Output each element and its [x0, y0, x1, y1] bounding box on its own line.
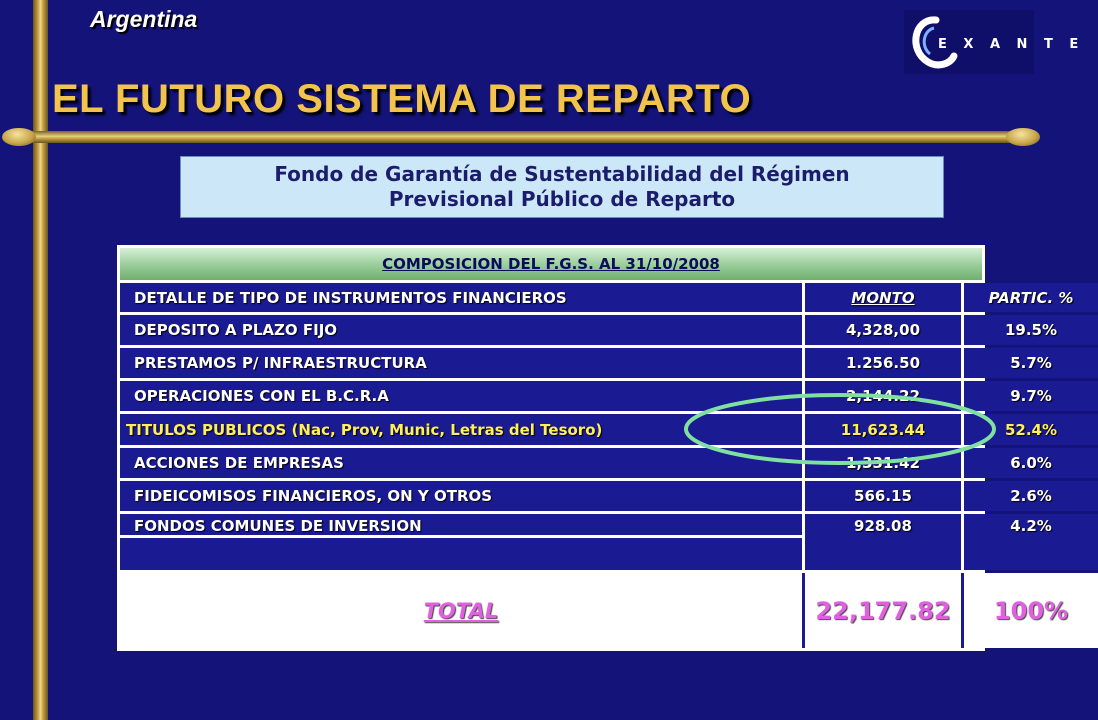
table-row-detalle: DEPOSITO A PLAZO FIJO [120, 315, 802, 345]
table-row-detalle: FONDOS COMUNES DE INVERSION [120, 514, 802, 535]
gold-horizontal-bar [6, 131, 1034, 143]
table-row-detalle: ACCIONES DE EMPRESAS [120, 448, 802, 478]
table-row-partic: 6.0% [964, 448, 1098, 478]
subtitle-line-2: Previsional Público de Reparto [388, 187, 736, 211]
column-header-detalle: DETALLE DE TIPO DE INSTRUMENTOS FINANCIEROS [120, 283, 802, 312]
table-row-monto: 928.08 [805, 514, 961, 538]
table-row-partic: 9.7% [964, 381, 1098, 411]
total-label: TOTAL [120, 573, 802, 648]
total-partic: 100% [964, 573, 1098, 648]
table-row-monto: 4,328,00 [805, 315, 961, 345]
gold-vertical-bar [33, 0, 48, 720]
table-divider [802, 573, 805, 648]
table-row-detalle: OPERACIONES CON EL B.C.R.A [120, 381, 802, 411]
empty-row-cell [120, 538, 802, 570]
table-row-partic: 19.5% [964, 315, 1098, 345]
page-title: EL FUTURO SISTEMA DE REPARTO [52, 77, 752, 121]
bar-end-cap-right [1006, 128, 1040, 146]
table-row-monto: 2,144.22 [805, 381, 961, 411]
table-row-partic-highlighted: 52.4% [964, 414, 1098, 445]
total-monto: 22,177.82 [805, 573, 961, 648]
composition-table [117, 245, 1074, 651]
svg-text:E X A N T E: E X A N T E [938, 37, 1085, 52]
table-row-partic: 4.2% [964, 514, 1098, 538]
bar-end-cap-left [2, 128, 36, 146]
column-header-monto: MONTO [805, 283, 961, 312]
subtitle-box [180, 156, 944, 218]
table-row-monto-highlighted: 11,623.44 [805, 414, 961, 445]
table-row-partic: 2.6% [964, 481, 1098, 511]
table-row-monto: 1,331.42 [805, 448, 961, 478]
table-caption: COMPOSICION DEL F.G.S. AL 31/10/2008 [120, 248, 982, 280]
empty-row-cell [964, 538, 1098, 570]
table-divider [961, 573, 964, 648]
country-label: Argentina [90, 6, 198, 32]
table-row-partic: 5.7% [964, 348, 1098, 378]
column-header-partic: PARTIC. % [964, 283, 1098, 312]
empty-row-cell [805, 538, 961, 570]
table-row-detalle: FIDEICOMISOS FINANCIEROS, ON Y OTROS [120, 481, 802, 511]
table-row-detalle: PRESTAMOS P/ INFRAESTRUCTURA [120, 348, 802, 378]
table-row-monto: 566.15 [805, 481, 961, 511]
table-row-monto: 1.256.50 [805, 348, 961, 378]
table-row-detalle-highlighted: TITULOS PUBLICOS (Nac, Prov, Munic, Letras del Tesoro) [120, 414, 802, 445]
subtitle-line-1: Fondo de Garantía de Sustentabilidad del Régimen [274, 162, 850, 186]
exante-logo [904, 10, 1085, 74]
